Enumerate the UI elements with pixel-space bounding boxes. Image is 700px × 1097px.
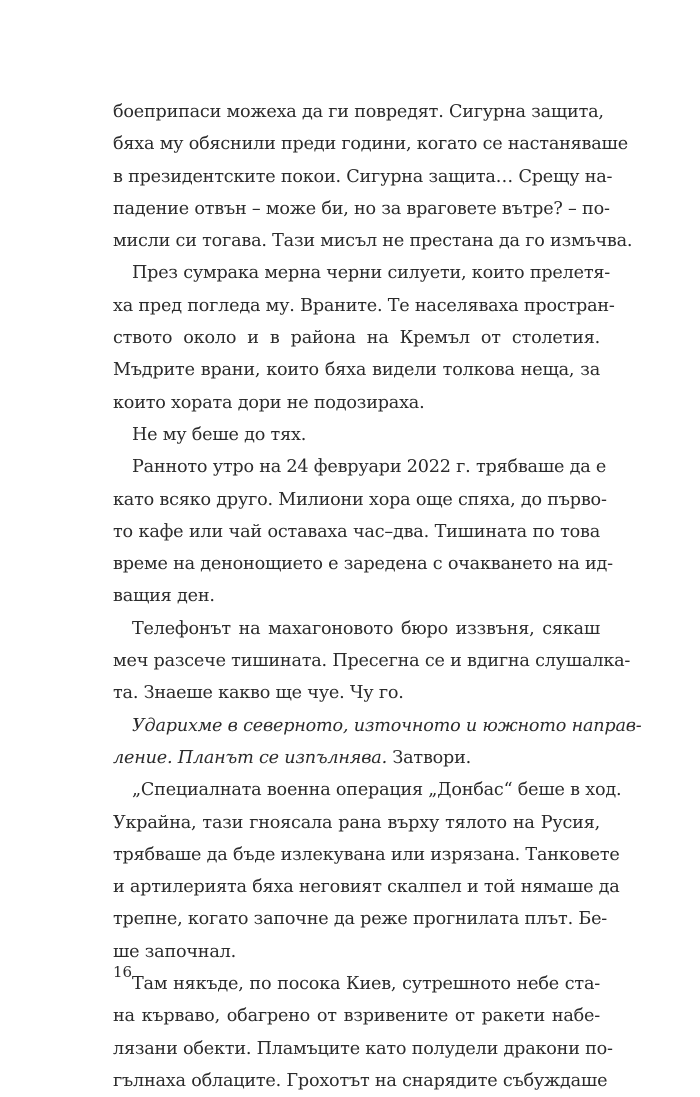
text-line: През сумрака мерна черни силуети, които прелетя- [132,263,611,284]
text-line: като всяко друго. Милиони хора още спяха, до първо- [113,489,607,510]
text-line: меч разсече тишината. Пресегна се и вдигна слушалка- [113,651,631,672]
text-line [113,742,600,774]
text-line: то кафе или чай оставаха час–два. Тишината по това [113,521,600,542]
text-line: Телефонът на махагоновото бюро иззвъня, сякаш [132,618,600,639]
text-line: падение отвън – може би, но за враговете вътре? – по- [113,198,610,219]
text-line: които хората дори не подозираха. [113,392,425,413]
page-number: 16 [113,963,133,981]
text-line: бяха му обяснили преди години, когато се настаняваше [113,134,628,155]
text-line: „Специалната военна операция „Донбас“ беше в ход. [132,780,622,801]
text-line: ха пред погледа му. Враните. Те населяваха простран- [113,295,615,316]
text-line: ството около и в района на Кремъл от столетия. [113,328,600,349]
text-line: ше започнал. [113,941,236,962]
text-line: Мъдрите врани, които бяха видели толкова неща, за [113,360,600,381]
body-text [113,96,642,1097]
italic-text: ление. Планът се изпълнява. [113,747,387,768]
text-line: ващия ден. [113,586,215,607]
text-line: на кърваво, обагрено от взривените от ракети набе- [113,1006,600,1027]
text-line: Украйна, тази гноясала рана върху тялото на Русия, [113,812,600,833]
text-line: и артилерията бяха неговият скалпел и той нямаше да [113,877,620,898]
text-line: гълнаха облаците. Грохотът на снарядите събуждаше [113,1070,608,1091]
text-line: в президентските покои. Сигурна защита… Срещу на- [113,166,613,187]
text-line: трепне, когато започне да реже прогнилата плът. Бе- [113,909,608,930]
text-line: време на денонощието е заредена с очакването на ид- [113,554,613,575]
text-line: та. Знаеше какво ще чуе. Чу го. [113,683,404,704]
text-line: Ранното утро на 24 февруари 2022 г. трябваше да е [132,457,607,478]
text-line: лязани обекти. Пламъците като полудели дракони по- [113,1038,613,1059]
text-line: мисли си тогава. Тази мисъл не престана да го измъчва. [113,231,633,252]
text-line: трябваше да бъде излекувана или изрязана. Танковете [113,844,620,865]
regular-text: Затвори. [386,747,472,768]
text-line: Ударихме в северното, източното и южното направ- [132,715,642,736]
text-line: Не му беше до тях. [132,424,307,445]
text-line: боеприпаси можеха да ги повредят. Сигурна защита, [113,102,604,122]
text-line: Там някъде, по посока Киев, сутрешното небе ста- [132,974,600,995]
